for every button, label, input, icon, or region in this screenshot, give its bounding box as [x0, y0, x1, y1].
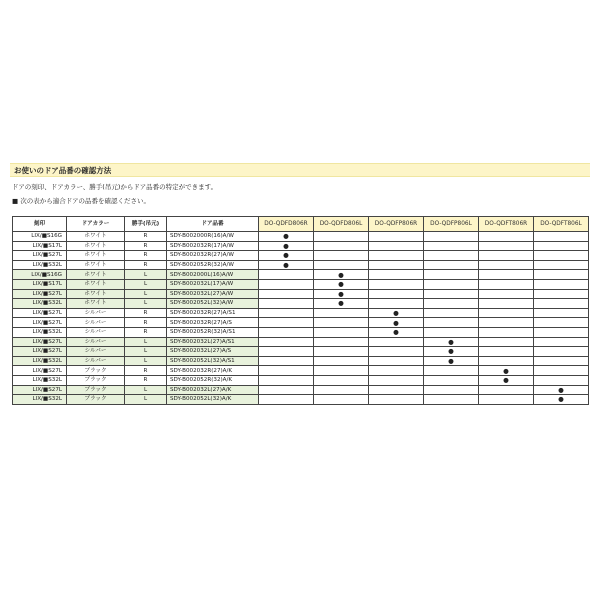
empty-cell	[369, 395, 424, 405]
header-model-1: DO-QDFD806R	[259, 217, 314, 232]
empty-cell	[259, 366, 314, 376]
empty-cell	[424, 375, 479, 385]
empty-cell	[479, 260, 534, 270]
empty-cell	[534, 241, 589, 251]
empty-cell	[369, 347, 424, 357]
cell-door-color: ホワイト	[67, 251, 125, 261]
empty-cell	[314, 251, 369, 261]
cell-door-color: シルバー	[67, 356, 125, 366]
empty-cell	[424, 289, 479, 299]
header-door-part-number: ドア品番	[167, 217, 259, 232]
cell-hand: R	[125, 318, 167, 328]
cell-hand: R	[125, 366, 167, 376]
header-model-4: DO-QDFP806L	[424, 217, 479, 232]
empty-cell	[369, 241, 424, 251]
cell-door-part-number: SDY-B002032R(17)A/W	[167, 241, 259, 251]
cell-stamp: LIX/■S32L	[13, 375, 67, 385]
empty-cell	[479, 395, 534, 405]
cell-stamp: LIX/■S27L	[13, 308, 67, 318]
cell-stamp: LIX/■S32L	[13, 327, 67, 337]
cell-door-part-number: SDY-B002032R(27)A/S1	[167, 308, 259, 318]
empty-cell	[424, 270, 479, 280]
cell-door-color: ブラック	[67, 366, 125, 376]
empty-cell	[314, 375, 369, 385]
empty-cell	[369, 279, 424, 289]
table-row	[13, 318, 589, 328]
empty-cell	[259, 327, 314, 337]
cell-stamp: LIX/■S27L	[13, 385, 67, 395]
empty-cell	[369, 232, 424, 242]
cell-door-color: シルバー	[67, 308, 125, 318]
compatibility-mark: ●	[314, 270, 369, 280]
description-text: ドアの刻印、ドアカラー、勝手(吊元)からドア品番の特定ができます。	[12, 183, 218, 191]
table-row	[13, 289, 589, 299]
cell-hand: L	[125, 270, 167, 280]
table-row	[13, 347, 589, 357]
compatibility-mark: ●	[479, 366, 534, 376]
compatibility-mark: ●	[424, 347, 479, 357]
cell-door-color: シルバー	[67, 337, 125, 347]
cell-door-color: ホワイト	[67, 279, 125, 289]
empty-cell	[534, 308, 589, 318]
empty-cell	[259, 347, 314, 357]
table-row	[13, 232, 589, 242]
cell-stamp: LIX/■S16G	[13, 232, 67, 242]
section-header-bar	[10, 163, 590, 177]
table-row	[13, 327, 589, 337]
empty-cell	[369, 356, 424, 366]
empty-cell	[534, 299, 589, 309]
cell-hand: R	[125, 251, 167, 261]
empty-cell	[424, 385, 479, 395]
cell-door-part-number: SDY-B002032L(27)A/S	[167, 347, 259, 357]
cell-door-part-number: SDY-B002032L(27)A/S1	[167, 337, 259, 347]
empty-cell	[369, 299, 424, 309]
empty-cell	[259, 385, 314, 395]
table-row	[13, 270, 589, 280]
empty-cell	[259, 395, 314, 405]
compatibility-mark: ●	[314, 279, 369, 289]
compatibility-mark: ●	[259, 251, 314, 261]
table-row	[13, 251, 589, 261]
empty-cell	[369, 260, 424, 270]
empty-cell	[534, 337, 589, 347]
cell-door-color: シルバー	[67, 318, 125, 328]
cell-hand: L	[125, 385, 167, 395]
header-model-3: DO-QDFP806R	[369, 217, 424, 232]
cell-hand: R	[125, 327, 167, 337]
empty-cell	[479, 318, 534, 328]
table-row	[13, 356, 589, 366]
empty-cell	[424, 308, 479, 318]
empty-cell	[314, 366, 369, 376]
cell-door-part-number: SDY-B002032R(27)A/W	[167, 251, 259, 261]
empty-cell	[534, 318, 589, 328]
empty-cell	[314, 385, 369, 395]
cell-hand: L	[125, 356, 167, 366]
empty-cell	[369, 375, 424, 385]
table-row	[13, 279, 589, 289]
cell-door-color: ブラック	[67, 385, 125, 395]
empty-cell	[259, 356, 314, 366]
cell-door-color: シルバー	[67, 347, 125, 357]
compatibility-mark: ●	[424, 356, 479, 366]
cell-door-color: ホワイト	[67, 289, 125, 299]
empty-cell	[424, 241, 479, 251]
cell-stamp: LIX/■S17L	[13, 279, 67, 289]
header-model-5: DO-QDFT806R	[479, 217, 534, 232]
empty-cell	[479, 356, 534, 366]
empty-cell	[314, 395, 369, 405]
empty-cell	[534, 366, 589, 376]
empty-cell	[534, 289, 589, 299]
cell-hand: R	[125, 260, 167, 270]
compatibility-mark: ●	[369, 308, 424, 318]
cell-door-part-number: SDY-B002000L(16)A/W	[167, 270, 259, 280]
cell-door-color: ブラック	[67, 375, 125, 385]
cell-hand: R	[125, 232, 167, 242]
empty-cell	[479, 337, 534, 347]
empty-cell	[314, 318, 369, 328]
empty-cell	[259, 337, 314, 347]
cell-door-color: ホワイト	[67, 241, 125, 251]
empty-cell	[534, 279, 589, 289]
empty-cell	[424, 279, 479, 289]
table-row	[13, 366, 589, 376]
cell-stamp: LIX/■S27L	[13, 251, 67, 261]
cell-door-part-number: SDY-B002032R(27)A/K	[167, 366, 259, 376]
cell-stamp: LIX/■S27L	[13, 289, 67, 299]
empty-cell	[534, 347, 589, 357]
table-row	[13, 299, 589, 309]
cell-hand: R	[125, 308, 167, 318]
empty-cell	[259, 299, 314, 309]
compatibility-mark: ●	[314, 289, 369, 299]
empty-cell	[314, 232, 369, 242]
table-row	[13, 395, 589, 405]
table-row	[13, 260, 589, 270]
empty-cell	[424, 395, 479, 405]
empty-cell	[369, 251, 424, 261]
table-row	[13, 385, 589, 395]
header-hand: 勝手(吊元)	[125, 217, 167, 232]
empty-cell	[314, 241, 369, 251]
empty-cell	[369, 289, 424, 299]
empty-cell	[314, 260, 369, 270]
cell-door-part-number: SDY-B002052L(32)A/K	[167, 395, 259, 405]
header-model-2: DO-QDFD806L	[314, 217, 369, 232]
empty-cell	[259, 308, 314, 318]
cell-hand: R	[125, 241, 167, 251]
empty-cell	[479, 347, 534, 357]
section-title: お使いのドア品番の確認方法	[14, 166, 112, 175]
cell-stamp: LIX/■S27L	[13, 347, 67, 357]
empty-cell	[479, 299, 534, 309]
empty-cell	[259, 289, 314, 299]
header-stamp: 刻印	[13, 217, 67, 232]
cell-stamp: LIX/■S27L	[13, 366, 67, 376]
compatibility-mark: ●	[479, 375, 534, 385]
cell-door-part-number: SDY-B002052L(32)A/S1	[167, 356, 259, 366]
empty-cell	[424, 251, 479, 261]
cell-hand: L	[125, 279, 167, 289]
cell-door-part-number: SDY-B002052R(32)A/S1	[167, 327, 259, 337]
empty-cell	[534, 260, 589, 270]
empty-cell	[424, 260, 479, 270]
cell-door-color: ホワイト	[67, 270, 125, 280]
empty-cell	[369, 270, 424, 280]
empty-cell	[534, 251, 589, 261]
table-row	[13, 375, 589, 385]
empty-cell	[314, 347, 369, 357]
empty-cell	[534, 356, 589, 366]
empty-cell	[534, 327, 589, 337]
cell-door-color: ホワイト	[67, 260, 125, 270]
cell-door-part-number: SDY-B002052L(32)A/W	[167, 299, 259, 309]
compatibility-mark: ●	[534, 385, 589, 395]
cell-door-color: ホワイト	[67, 299, 125, 309]
empty-cell	[424, 232, 479, 242]
cell-door-part-number: SDY-B002000R(16)A/W	[167, 232, 259, 242]
cell-stamp: LIX/■S32L	[13, 260, 67, 270]
compatibility-mark: ●	[314, 299, 369, 309]
empty-cell	[479, 232, 534, 242]
cell-stamp: LIX/■S16G	[13, 270, 67, 280]
cell-stamp: LIX/■S32L	[13, 299, 67, 309]
compatibility-mark: ●	[369, 318, 424, 328]
empty-cell	[314, 327, 369, 337]
empty-cell	[479, 327, 534, 337]
table-row	[13, 337, 589, 347]
empty-cell	[479, 385, 534, 395]
empty-cell	[534, 232, 589, 242]
cell-hand: R	[125, 375, 167, 385]
cell-door-color: ブラック	[67, 395, 125, 405]
cell-door-part-number: SDY-B002032L(17)A/W	[167, 279, 259, 289]
empty-cell	[369, 385, 424, 395]
cell-hand: L	[125, 337, 167, 347]
cell-door-part-number: SDY-B002032L(27)A/W	[167, 289, 259, 299]
table-header-row	[13, 217, 589, 232]
cell-door-part-number: SDY-B002052R(32)A/W	[167, 260, 259, 270]
instruction-text: ■ 次の表から適合ドアの品番を確認ください。	[12, 197, 151, 205]
cell-hand: L	[125, 395, 167, 405]
empty-cell	[424, 327, 479, 337]
empty-cell	[479, 289, 534, 299]
empty-cell	[479, 308, 534, 318]
cell-door-part-number: SDY-B002032R(27)A/S	[167, 318, 259, 328]
table-row	[13, 241, 589, 251]
compatibility-mark: ●	[259, 232, 314, 242]
table-row	[13, 308, 589, 318]
cell-hand: L	[125, 347, 167, 357]
cell-stamp: LIX/■S32L	[13, 395, 67, 405]
cell-stamp: LIX/■S32L	[13, 356, 67, 366]
empty-cell	[534, 270, 589, 280]
door-compatibility-table	[12, 216, 589, 405]
empty-cell	[424, 318, 479, 328]
compatibility-mark: ●	[424, 337, 479, 347]
cell-stamp: LIX/■S27L	[13, 337, 67, 347]
empty-cell	[479, 241, 534, 251]
empty-cell	[479, 279, 534, 289]
empty-cell	[424, 366, 479, 376]
cell-door-color: ホワイト	[67, 232, 125, 242]
empty-cell	[259, 318, 314, 328]
cell-hand: L	[125, 299, 167, 309]
empty-cell	[314, 308, 369, 318]
empty-cell	[314, 356, 369, 366]
cell-stamp: LIX/■S17L	[13, 241, 67, 251]
empty-cell	[369, 337, 424, 347]
header-model-6: DO-QDFT806L	[534, 217, 589, 232]
empty-cell	[479, 251, 534, 261]
empty-cell	[424, 299, 479, 309]
cell-hand: L	[125, 289, 167, 299]
header-door-color: ドアカラー	[67, 217, 125, 232]
empty-cell	[369, 366, 424, 376]
compatibility-mark: ●	[259, 260, 314, 270]
cell-door-part-number: SDY-B002032L(27)A/K	[167, 385, 259, 395]
compatibility-mark: ●	[369, 327, 424, 337]
empty-cell	[314, 337, 369, 347]
empty-cell	[259, 375, 314, 385]
compatibility-mark: ●	[259, 241, 314, 251]
empty-cell	[479, 270, 534, 280]
compatibility-mark: ●	[534, 395, 589, 405]
cell-door-color: シルバー	[67, 327, 125, 337]
cell-stamp: LIX/■S27L	[13, 318, 67, 328]
cell-door-part-number: SDY-B002052R(32)A/K	[167, 375, 259, 385]
empty-cell	[259, 279, 314, 289]
empty-cell	[259, 270, 314, 280]
empty-cell	[534, 375, 589, 385]
